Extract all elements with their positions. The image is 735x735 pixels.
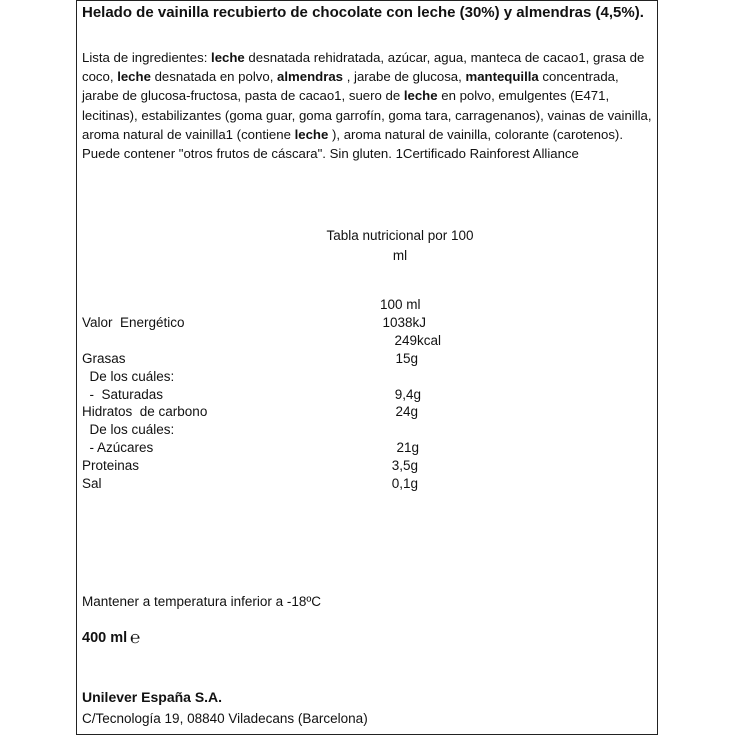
ingredient-text: ), aroma natural de vainilla, colorante (carotenos). Puede contener "otros frutos de cáscara". Sin gluten. 1Certificado Rainforest Alliance [82, 126, 623, 162]
nutrient-label: - Saturadas [82, 387, 164, 402]
allergen-highlight: mantequilla [465, 69, 539, 85]
ingredient-text: , jarabe de glucosa, [343, 69, 466, 85]
nutrient-value: 15g [395, 351, 418, 366]
nutrition-title-line2: ml [392, 248, 408, 263]
nutrient-value: 3,5g [391, 458, 418, 473]
allergen-highlight: leche [294, 126, 329, 142]
nutrient-value: 1038kJ [382, 315, 426, 330]
allergen-highlight: leche [211, 50, 245, 65]
ingredient-text: concentrada, jarabe de glucosa-fructosa, pasta de cacao1, suero de [82, 69, 619, 104]
nutrient-label: - Azúcares [82, 440, 154, 455]
ingredients-list [82, 48, 652, 163]
nutrition-title-line1: Tabla nutricional por 100 [326, 228, 474, 243]
estimated-sign-icon: ℮ [130, 628, 141, 647]
ingredient-text: en polvo, emulgentes (E471, lecitinas), estabilizantes (goma guar, goma garrofín, goma tara, carragenanos), vainas de vainilla, aroma natural de vainilla1 (contiene [82, 88, 652, 142]
allergen-highlight: almendras [277, 69, 344, 85]
nutrient-label: Grasas [82, 351, 126, 366]
manufacturer-name: Unilever España S.A. [82, 689, 223, 705]
nutrient-value: 24g [395, 404, 418, 419]
nutrient-value: 21g [396, 440, 419, 455]
nutrient-value: 9,4g [394, 387, 421, 402]
allergen-highlight: leche [403, 88, 438, 104]
ingredient-text: desnatada rehidratada, azúcar, agua, manteca de cacao1, grasa de coco, [82, 50, 645, 85]
nutrient-label: Proteinas [82, 458, 140, 473]
nutrient-label: Valor Energético [82, 315, 185, 330]
allergen-highlight: leche [117, 69, 151, 85]
ingredient-text: Lista de ingredientes: [82, 50, 212, 65]
nutrient-label: De los cuáles: [82, 369, 175, 384]
nutrition-column-header: 100 ml [380, 297, 421, 312]
nutrient-value: 249kcal [394, 333, 441, 348]
net-quantity [82, 628, 140, 648]
nutrient-label: Hidratos de carbono [82, 404, 208, 419]
top-border [76, 0, 658, 1]
product-title: Helado de vainilla recubierto de chocolate con leche (30%) y almendras (4,5%). [82, 4, 644, 21]
ingredient-text: desnatada en polvo, [150, 69, 278, 85]
quantity-value: 400 ml [82, 630, 128, 646]
nutrient-label: Sal [82, 476, 102, 491]
manufacturer-address: C/Tecnología 19, 08840 Viladecans (Barcelona) [82, 711, 368, 726]
storage-instructions: Mantener a temperatura inferior a -18ºC [82, 594, 322, 609]
nutrient-value: 0,1g [391, 476, 418, 491]
nutrition-table-title [310, 226, 490, 266]
nutrient-label: De los cuáles: [82, 422, 175, 437]
